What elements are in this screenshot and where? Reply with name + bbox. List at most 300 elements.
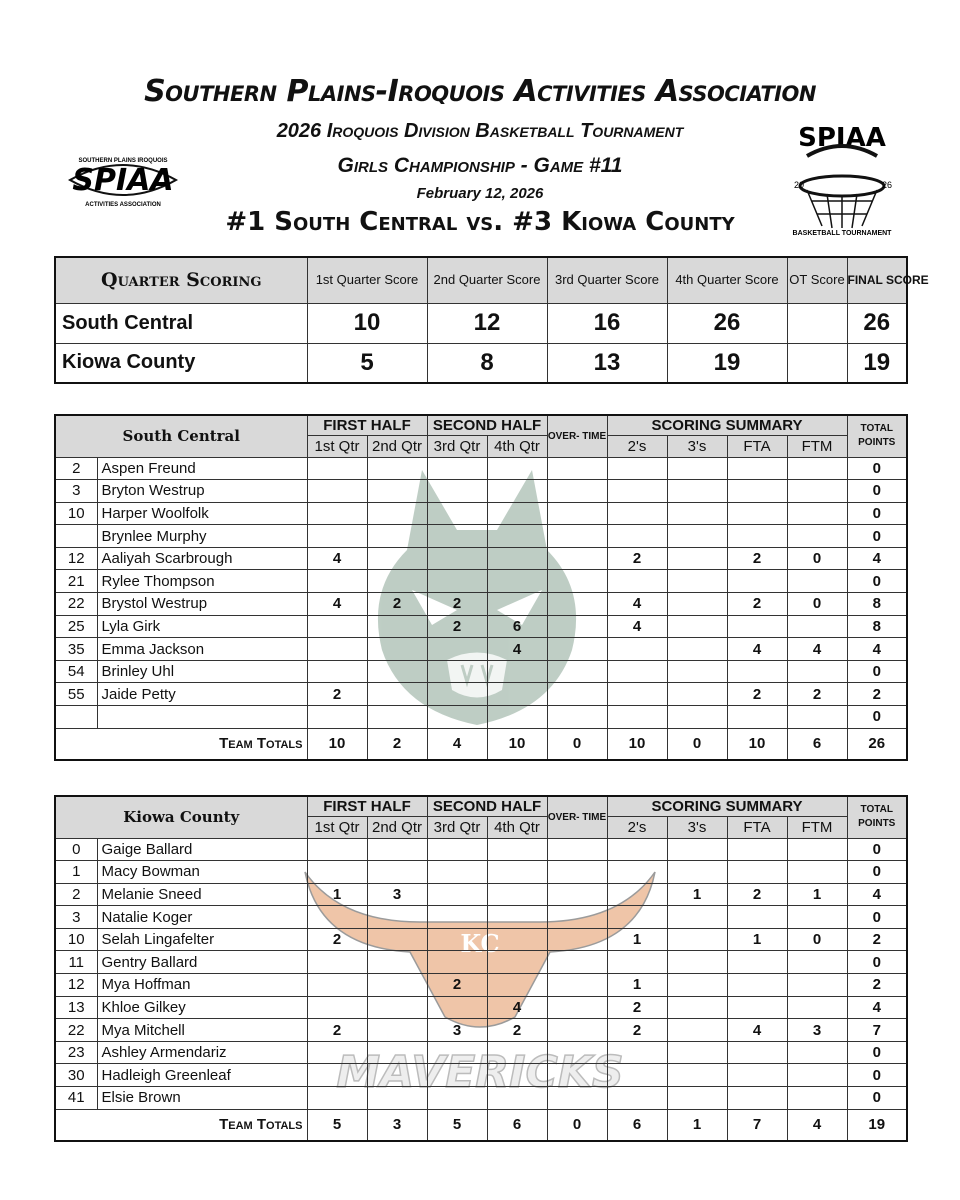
player-name: Melanie Sneed xyxy=(97,883,307,906)
stat-fta xyxy=(727,1041,787,1064)
player-name: Aaliyah Scarbrough xyxy=(97,547,307,570)
stat-ftm xyxy=(787,996,847,1019)
stat-ot xyxy=(547,638,607,661)
player-row xyxy=(55,951,907,974)
overtime-header: OVER- TIME xyxy=(547,415,607,457)
stat-fta xyxy=(727,906,787,929)
stat-q2 xyxy=(367,951,427,974)
player-name: Lyla Girk xyxy=(97,615,307,638)
player-row xyxy=(55,593,907,616)
player-number: 10 xyxy=(55,928,97,951)
ftm-header: FTM xyxy=(787,435,847,457)
stat-q1 xyxy=(307,1041,367,1064)
stat-q1 xyxy=(307,996,367,1019)
total-value: 4 xyxy=(787,1109,847,1141)
stat-q4 xyxy=(487,683,547,706)
stat-fta: 4 xyxy=(727,638,787,661)
stat-q2 xyxy=(367,1087,427,1110)
total-value: 7 xyxy=(727,1109,787,1141)
stat-threes xyxy=(667,638,727,661)
stat-q2 xyxy=(367,1064,427,1087)
stat-q1 xyxy=(307,638,367,661)
stat-threes xyxy=(667,502,727,525)
south-central-title: South Central xyxy=(55,415,307,457)
stat-ftm xyxy=(787,615,847,638)
stat-q1: 2 xyxy=(307,928,367,951)
player-row xyxy=(55,838,907,861)
player-name: Ashley Armendariz xyxy=(97,1041,307,1064)
stat-ot xyxy=(547,457,607,480)
stat-tp: 2 xyxy=(847,683,907,706)
stat-q4 xyxy=(487,547,547,570)
stat-q4 xyxy=(487,928,547,951)
stat-q1 xyxy=(307,1064,367,1087)
stat-twos: 1 xyxy=(607,974,667,997)
player-number: 12 xyxy=(55,547,97,570)
player-name: Khloe Gilkey xyxy=(97,996,307,1019)
stat-q2 xyxy=(367,525,427,548)
stat-twos xyxy=(607,457,667,480)
stat-ftm xyxy=(787,1087,847,1110)
stat-fta xyxy=(727,457,787,480)
stat-ftm: 1 xyxy=(787,883,847,906)
stat-ot xyxy=(547,906,607,929)
stat-threes xyxy=(667,593,727,616)
q1-header: 1st Qtr xyxy=(307,816,367,838)
stat-threes xyxy=(667,928,727,951)
quarter-scoring-table xyxy=(54,256,929,384)
total-value: 26 xyxy=(847,728,907,760)
stat-q3 xyxy=(427,906,487,929)
stat-threes xyxy=(667,1041,727,1064)
stat-q4 xyxy=(487,570,547,593)
player-number: 23 xyxy=(55,1041,97,1064)
stat-twos xyxy=(607,861,667,884)
stat-ftm xyxy=(787,838,847,861)
stat-q1 xyxy=(307,525,367,548)
stat-twos: 4 xyxy=(607,615,667,638)
logo-right-year-left: 20 xyxy=(794,180,805,190)
stat-q1 xyxy=(307,706,367,729)
player-row xyxy=(55,1019,907,1042)
stat-q2 xyxy=(367,838,427,861)
player-number xyxy=(55,706,97,729)
stat-q4 xyxy=(487,906,547,929)
stat-ftm: 3 xyxy=(787,1019,847,1042)
spiaa-tournament-logo-right xyxy=(782,116,902,236)
stat-q1 xyxy=(307,480,367,503)
qs-score: 26 xyxy=(667,303,787,343)
player-name: Brinley Uhl xyxy=(97,660,307,683)
stat-q4 xyxy=(487,1041,547,1064)
stat-q2 xyxy=(367,683,427,706)
stat-ftm xyxy=(787,906,847,929)
stat-fta: 2 xyxy=(727,547,787,570)
stat-twos xyxy=(607,838,667,861)
stat-q4 xyxy=(487,525,547,548)
player-name: Elsie Brown xyxy=(97,1087,307,1110)
stat-q4 xyxy=(487,660,547,683)
player-name: Mya Hoffman xyxy=(97,974,307,997)
player-name: Bryton Westrup xyxy=(97,480,307,503)
total-value: 10 xyxy=(307,728,367,760)
stat-ftm xyxy=(787,457,847,480)
total-value: 10 xyxy=(607,728,667,760)
fta-header: FTA xyxy=(727,435,787,457)
player-name: Emma Jackson xyxy=(97,638,307,661)
stat-q2 xyxy=(367,638,427,661)
player-number: 13 xyxy=(55,996,97,1019)
player-number: 3 xyxy=(55,480,97,503)
total-value: 5 xyxy=(307,1109,367,1141)
stat-ftm xyxy=(787,660,847,683)
total-value: 6 xyxy=(787,728,847,760)
stat-twos xyxy=(607,951,667,974)
stat-q4 xyxy=(487,838,547,861)
stat-q1 xyxy=(307,502,367,525)
player-number: 12 xyxy=(55,974,97,997)
stat-ot xyxy=(547,861,607,884)
stat-twos xyxy=(607,525,667,548)
stat-ot xyxy=(547,525,607,548)
stat-twos: 2 xyxy=(607,1019,667,1042)
stat-q1 xyxy=(307,951,367,974)
stat-fta xyxy=(727,951,787,974)
stat-fta: 2 xyxy=(727,883,787,906)
q3-header: 3rd Qtr xyxy=(427,816,487,838)
stat-ot xyxy=(547,1087,607,1110)
stat-q1: 4 xyxy=(307,593,367,616)
stat-ot xyxy=(547,706,607,729)
total-value: 10 xyxy=(487,728,547,760)
south-central-box-score xyxy=(54,414,908,761)
stat-fta xyxy=(727,502,787,525)
stat-q1 xyxy=(307,570,367,593)
stat-q3 xyxy=(427,660,487,683)
stat-q3 xyxy=(427,480,487,503)
stat-q3 xyxy=(427,570,487,593)
player-name: Gentry Ballard xyxy=(97,951,307,974)
maverick-word: MAVERICKS xyxy=(336,1047,624,1098)
stat-ot xyxy=(547,974,607,997)
stat-q3: 2 xyxy=(427,974,487,997)
total-value: 6 xyxy=(487,1109,547,1141)
qs-header-final: FINAL SCORE xyxy=(847,257,907,303)
stat-threes xyxy=(667,570,727,593)
stat-q3: 2 xyxy=(427,615,487,638)
stat-twos: 4 xyxy=(607,593,667,616)
player-name: Brystol Westrup xyxy=(97,593,307,616)
team-totals-label: Team Totals xyxy=(55,728,307,760)
player-name xyxy=(97,706,307,729)
stat-q3: 2 xyxy=(427,593,487,616)
player-row xyxy=(55,615,907,638)
qs-score xyxy=(787,343,847,383)
player-row xyxy=(55,525,907,548)
scoring-summary-header: SCORING SUMMARY xyxy=(607,796,847,816)
spiaa-logo-left xyxy=(58,140,188,220)
qs-header-q3: 3rd Quarter Score xyxy=(547,257,667,303)
stat-q1 xyxy=(307,906,367,929)
stat-threes xyxy=(667,861,727,884)
q4-header: 4th Qtr xyxy=(487,435,547,457)
stat-twos xyxy=(607,1087,667,1110)
game-title: Girls Championship - Game #11 xyxy=(337,154,623,177)
player-row xyxy=(55,861,907,884)
stat-threes xyxy=(667,906,727,929)
association-title: Southern Plains-Iroquois Activities Association xyxy=(144,74,816,109)
stat-tp: 0 xyxy=(847,906,907,929)
stat-q4 xyxy=(487,883,547,906)
stat-q3 xyxy=(427,638,487,661)
first-half-header: FIRST HALF xyxy=(307,796,427,816)
stat-ftm xyxy=(787,570,847,593)
stat-twos: 2 xyxy=(607,996,667,1019)
player-row xyxy=(55,502,907,525)
twos-header: 2's xyxy=(607,435,667,457)
stat-tp: 2 xyxy=(847,928,907,951)
game-date: February 12, 2026 xyxy=(416,185,544,202)
stat-q2 xyxy=(367,480,427,503)
stat-fta xyxy=(727,525,787,548)
stat-tp: 2 xyxy=(847,974,907,997)
stat-q4 xyxy=(487,1064,547,1087)
player-number xyxy=(55,525,97,548)
player-row xyxy=(55,906,907,929)
stat-q3 xyxy=(427,928,487,951)
stat-twos xyxy=(607,883,667,906)
player-row xyxy=(55,1087,907,1110)
player-number: 41 xyxy=(55,1087,97,1110)
stat-q3 xyxy=(427,951,487,974)
stat-twos xyxy=(607,480,667,503)
stat-threes xyxy=(667,996,727,1019)
stat-q1 xyxy=(307,974,367,997)
stat-q4: 4 xyxy=(487,996,547,1019)
stat-q2 xyxy=(367,974,427,997)
player-number: 21 xyxy=(55,570,97,593)
kiowa-county-title: Kiowa County xyxy=(55,796,307,838)
qs-score: 10 xyxy=(307,303,427,343)
stat-ftm xyxy=(787,502,847,525)
stat-tp: 0 xyxy=(847,502,907,525)
stat-q2 xyxy=(367,502,427,525)
player-name: Hadleigh Greenleaf xyxy=(97,1064,307,1087)
player-row xyxy=(55,660,907,683)
stat-ftm xyxy=(787,974,847,997)
stat-q3 xyxy=(427,1087,487,1110)
player-name: Brynlee Murphy xyxy=(97,525,307,548)
stat-q4: 6 xyxy=(487,615,547,638)
stat-q4: 4 xyxy=(487,638,547,661)
tournament-title: 2026 Iroquois Division Basketball Tournament xyxy=(276,120,684,142)
player-number: 10 xyxy=(55,502,97,525)
stat-fta xyxy=(727,480,787,503)
player-number: 2 xyxy=(55,457,97,480)
stat-threes xyxy=(667,951,727,974)
stat-twos xyxy=(607,1064,667,1087)
stat-twos xyxy=(607,1041,667,1064)
player-name: Selah Lingafelter xyxy=(97,928,307,951)
stat-tp: 0 xyxy=(847,660,907,683)
logo-right-year-right: 26 xyxy=(882,180,893,190)
stat-ot xyxy=(547,480,607,503)
stat-threes xyxy=(667,480,727,503)
qs-score: 5 xyxy=(307,343,427,383)
total-points-header: TOTAL POINTS xyxy=(847,796,907,838)
player-name: Mya Mitchell xyxy=(97,1019,307,1042)
total-value: 0 xyxy=(547,728,607,760)
player-name: Jaide Petty xyxy=(97,683,307,706)
stat-fta xyxy=(727,996,787,1019)
stat-q3 xyxy=(427,457,487,480)
stat-q3 xyxy=(427,706,487,729)
qs-final: 19 xyxy=(847,343,907,383)
kiowa-county-team-totals xyxy=(55,1109,907,1141)
stat-ot xyxy=(547,615,607,638)
stat-threes xyxy=(667,615,727,638)
stat-tp: 0 xyxy=(847,1064,907,1087)
stat-tp: 4 xyxy=(847,547,907,570)
qs-header-q4: 4th Quarter Score xyxy=(667,257,787,303)
player-name: Rylee Thompson xyxy=(97,570,307,593)
stat-q3 xyxy=(427,996,487,1019)
player-row xyxy=(55,1041,907,1064)
stat-q1: 2 xyxy=(307,1019,367,1042)
player-row xyxy=(55,706,907,729)
stat-tp: 0 xyxy=(847,457,907,480)
ftm-header: FTM xyxy=(787,816,847,838)
total-value: 0 xyxy=(547,1109,607,1141)
stat-ot xyxy=(547,593,607,616)
stat-twos xyxy=(607,683,667,706)
scoring-summary-header: SCORING SUMMARY xyxy=(607,415,847,435)
qs-row-south-central xyxy=(55,303,907,343)
stat-q3 xyxy=(427,502,487,525)
q2-header: 2nd Qtr xyxy=(367,435,427,457)
second-half-header: SECOND HALF xyxy=(427,415,547,435)
stat-tp: 0 xyxy=(847,570,907,593)
fta-header: FTA xyxy=(727,816,787,838)
stat-tp: 4 xyxy=(847,638,907,661)
stat-ot xyxy=(547,1041,607,1064)
stat-q3 xyxy=(427,1041,487,1064)
second-half-header: SECOND HALF xyxy=(427,796,547,816)
stat-q3 xyxy=(427,525,487,548)
stat-q2: 2 xyxy=(367,593,427,616)
stat-q3 xyxy=(427,861,487,884)
stat-q4 xyxy=(487,1087,547,1110)
player-number: 11 xyxy=(55,951,97,974)
stat-q4 xyxy=(487,480,547,503)
stat-q4: 2 xyxy=(487,1019,547,1042)
stat-twos xyxy=(607,502,667,525)
stat-tp: 0 xyxy=(847,861,907,884)
stat-ftm xyxy=(787,951,847,974)
stat-ot xyxy=(547,838,607,861)
stat-threes xyxy=(667,660,727,683)
stat-q4 xyxy=(487,457,547,480)
stat-twos xyxy=(607,660,667,683)
stat-q2: 3 xyxy=(367,883,427,906)
quarter-scoring-title: Quarter Scoring xyxy=(55,257,307,303)
stat-fta: 1 xyxy=(727,928,787,951)
stat-q4 xyxy=(487,593,547,616)
stat-twos: 2 xyxy=(607,547,667,570)
stat-ot xyxy=(547,1064,607,1087)
stat-ftm: 0 xyxy=(787,547,847,570)
stat-tp: 0 xyxy=(847,1087,907,1110)
player-row xyxy=(55,480,907,503)
stat-tp: 0 xyxy=(847,838,907,861)
stat-q2 xyxy=(367,660,427,683)
stat-fta xyxy=(727,660,787,683)
stat-fta xyxy=(727,861,787,884)
q2-header: 2nd Qtr xyxy=(367,816,427,838)
stat-fta xyxy=(727,615,787,638)
stat-q2 xyxy=(367,570,427,593)
player-row xyxy=(55,457,907,480)
stat-threes xyxy=(667,706,727,729)
stat-ftm xyxy=(787,1064,847,1087)
player-number: 55 xyxy=(55,683,97,706)
total-value: 4 xyxy=(427,728,487,760)
stat-threes xyxy=(667,1087,727,1110)
stat-q1 xyxy=(307,615,367,638)
total-value: 2 xyxy=(367,728,427,760)
player-row xyxy=(55,683,907,706)
stat-tp: 0 xyxy=(847,706,907,729)
stat-q2 xyxy=(367,547,427,570)
qs-score: 12 xyxy=(427,303,547,343)
matchup-title: #1 South Central vs. #3 Kiowa County xyxy=(225,207,735,237)
stat-ftm xyxy=(787,1041,847,1064)
player-row xyxy=(55,638,907,661)
player-name: Macy Bowman xyxy=(97,861,307,884)
stat-q1: 2 xyxy=(307,683,367,706)
twos-header: 2's xyxy=(607,816,667,838)
south-central-team-totals xyxy=(55,728,907,760)
stat-ot xyxy=(547,570,607,593)
stat-tp: 0 xyxy=(847,525,907,548)
stat-threes xyxy=(667,457,727,480)
stat-tp: 0 xyxy=(847,480,907,503)
stat-ftm: 0 xyxy=(787,593,847,616)
stat-threes xyxy=(667,547,727,570)
total-value: 3 xyxy=(367,1109,427,1141)
stat-twos xyxy=(607,906,667,929)
stat-ftm xyxy=(787,861,847,884)
player-number: 35 xyxy=(55,638,97,661)
stat-ftm: 4 xyxy=(787,638,847,661)
stat-twos xyxy=(607,570,667,593)
stat-q3 xyxy=(427,1064,487,1087)
stat-q2 xyxy=(367,1019,427,1042)
kiowa-county-box-score xyxy=(54,795,908,1142)
stat-ftm xyxy=(787,706,847,729)
q3-header: 3rd Qtr xyxy=(427,435,487,457)
stat-fta: 2 xyxy=(727,683,787,706)
stat-fta xyxy=(727,570,787,593)
stat-q3 xyxy=(427,838,487,861)
player-number: 54 xyxy=(55,660,97,683)
stat-q4 xyxy=(487,502,547,525)
player-row xyxy=(55,974,907,997)
stat-ot xyxy=(547,928,607,951)
stat-ftm: 0 xyxy=(787,928,847,951)
team-totals-label: Team Totals xyxy=(55,1109,307,1141)
stat-ot xyxy=(547,996,607,1019)
